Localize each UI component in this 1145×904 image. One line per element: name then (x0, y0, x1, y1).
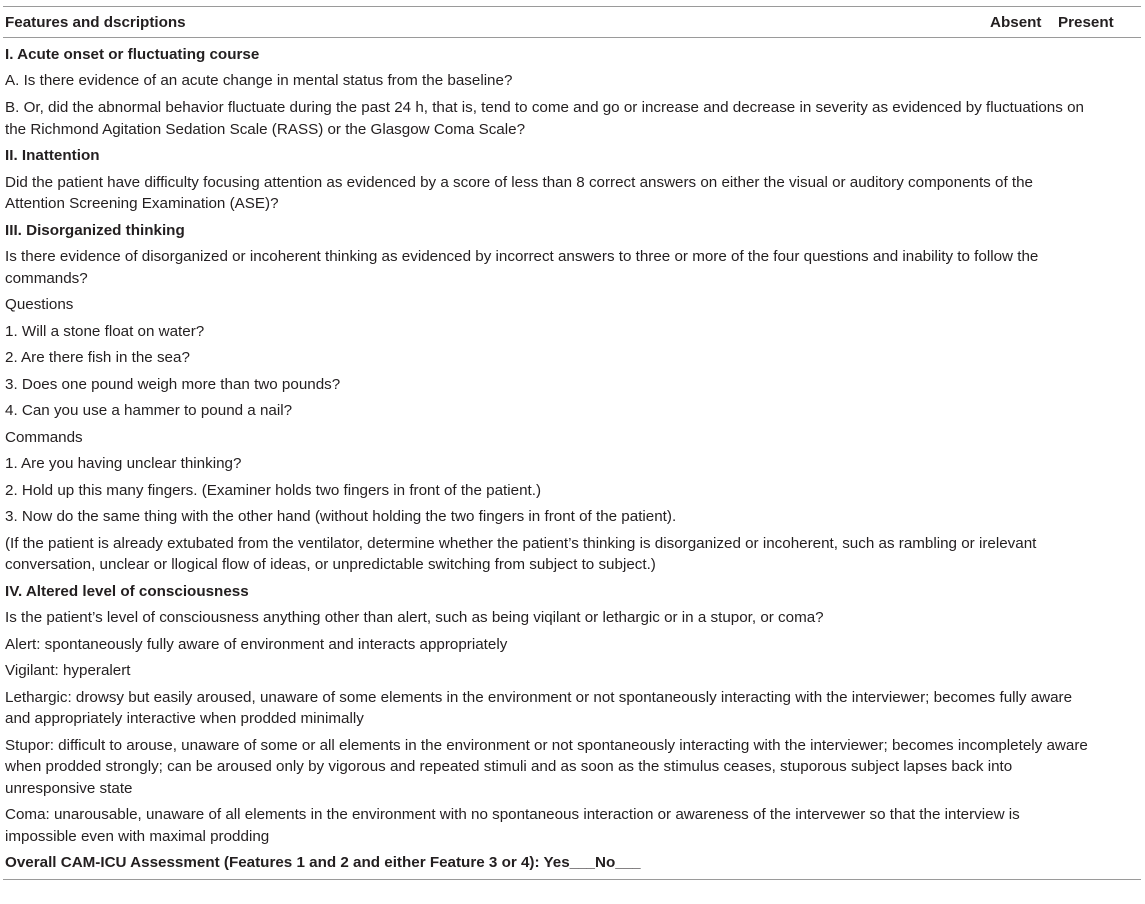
table-row: 1. Are you having unclear thinking? (5, 455, 242, 473)
table-row: (If the patient is already extubated from the ventilator, determine whether the patient’s thinking is disorganized or incoherent, such as rambling or irelevant conversation, unclear or llogical flow of ideas, or unpredictable switching from subject to subject.) (5, 534, 1037, 574)
table-row: 3. Does one pound weigh more than two pounds? (5, 375, 341, 393)
section-heading: II. Inattention (5, 147, 100, 165)
table-row: Lethargic: drowsy but easily aroused, unaware of some elements in the environment or not spontaneously interacting with the interviewer; becomes fully aware and appropriately interactive when prodded minimally (5, 688, 1073, 728)
table-row: Is the patient’s level of consciousness anything other than alert, such as being viqilant or lethargic or in a stupor, or coma? (5, 609, 824, 627)
header-absent: Absent (990, 13, 1042, 31)
table-row: Coma: unarousable, unaware of all elements in the environment with no spontaneous interaction or awareness of the intervewer so that the interview is impossible even with maximal prodding (5, 806, 1020, 845)
table-header (3, 7, 1141, 37)
table-row: 4. Can you use a hammer to pound a nail? (5, 402, 293, 420)
table-row: 2. Hold up this many fingers. (Examiner holds two fingers in front of the patient.) (5, 481, 542, 499)
table-bottom-rule (3, 879, 1141, 880)
table-row: 1. Will a stone float on water? (5, 322, 205, 340)
section-heading: III. Disorganized thinking (5, 221, 185, 239)
header-present: Present (1058, 13, 1114, 31)
table-row: Is there evidence of disorganized or incoherent thinking as evidenced by incorrect answers to three or more of the four questions and inability to follow the commands? (5, 248, 1039, 287)
section-heading: Overall CAM-ICU Assessment (Features 1 and 2 and either Feature 3 or 4): Yes___No___ (5, 854, 641, 872)
table-row: Commands (5, 428, 83, 446)
table-row: A. Is there evidence of an acute change in mental status from the baseline? (5, 72, 513, 90)
section-heading: I. Acute onset or fluctuating course (5, 46, 260, 63)
cam-icu-table (3, 6, 1141, 880)
table-body (3, 38, 1141, 874)
table-row: Vigilant: hyperalert (5, 662, 131, 680)
table-row: Did the patient have difficulty focusing attention as evidenced by a score of less than 8 correct answers on either the visual or auditory components of the Attention Screening Examination (ASE)? (5, 173, 1033, 213)
table-row: 3. Now do the same thing with the other hand (without holding the two fingers in front of the patient). (5, 508, 677, 526)
table-row: Alert: spontaneously fully aware of environment and interacts appropriately (5, 635, 508, 653)
table-row: 2. Are there fish in the sea? (5, 349, 190, 367)
table-row: B. Or, did the abnormal behavior fluctuate during the past 24 h, that is, tend to come and go or increase and decrease in severity as evidenced by fluctuations on the Richmond Agitation Sedation Scale (RASS) or the Glasgow Coma Scale? (5, 98, 1084, 138)
header-features: Features and dscriptions (5, 13, 186, 31)
section-heading: IV. Altered level of consciousness (5, 582, 249, 600)
table-row: Stupor: difficult to arouse, unaware of some or all elements in the environment or not spontaneously interacting with the interviewer; becomes incompletely aware when prodded strongly; can be aroused only by vigorous and repeated stimuli and as soon as the stimulus ceases, stuporous subject lapses back into unresponsive state (5, 736, 1088, 797)
table-row: Questions (5, 296, 74, 314)
